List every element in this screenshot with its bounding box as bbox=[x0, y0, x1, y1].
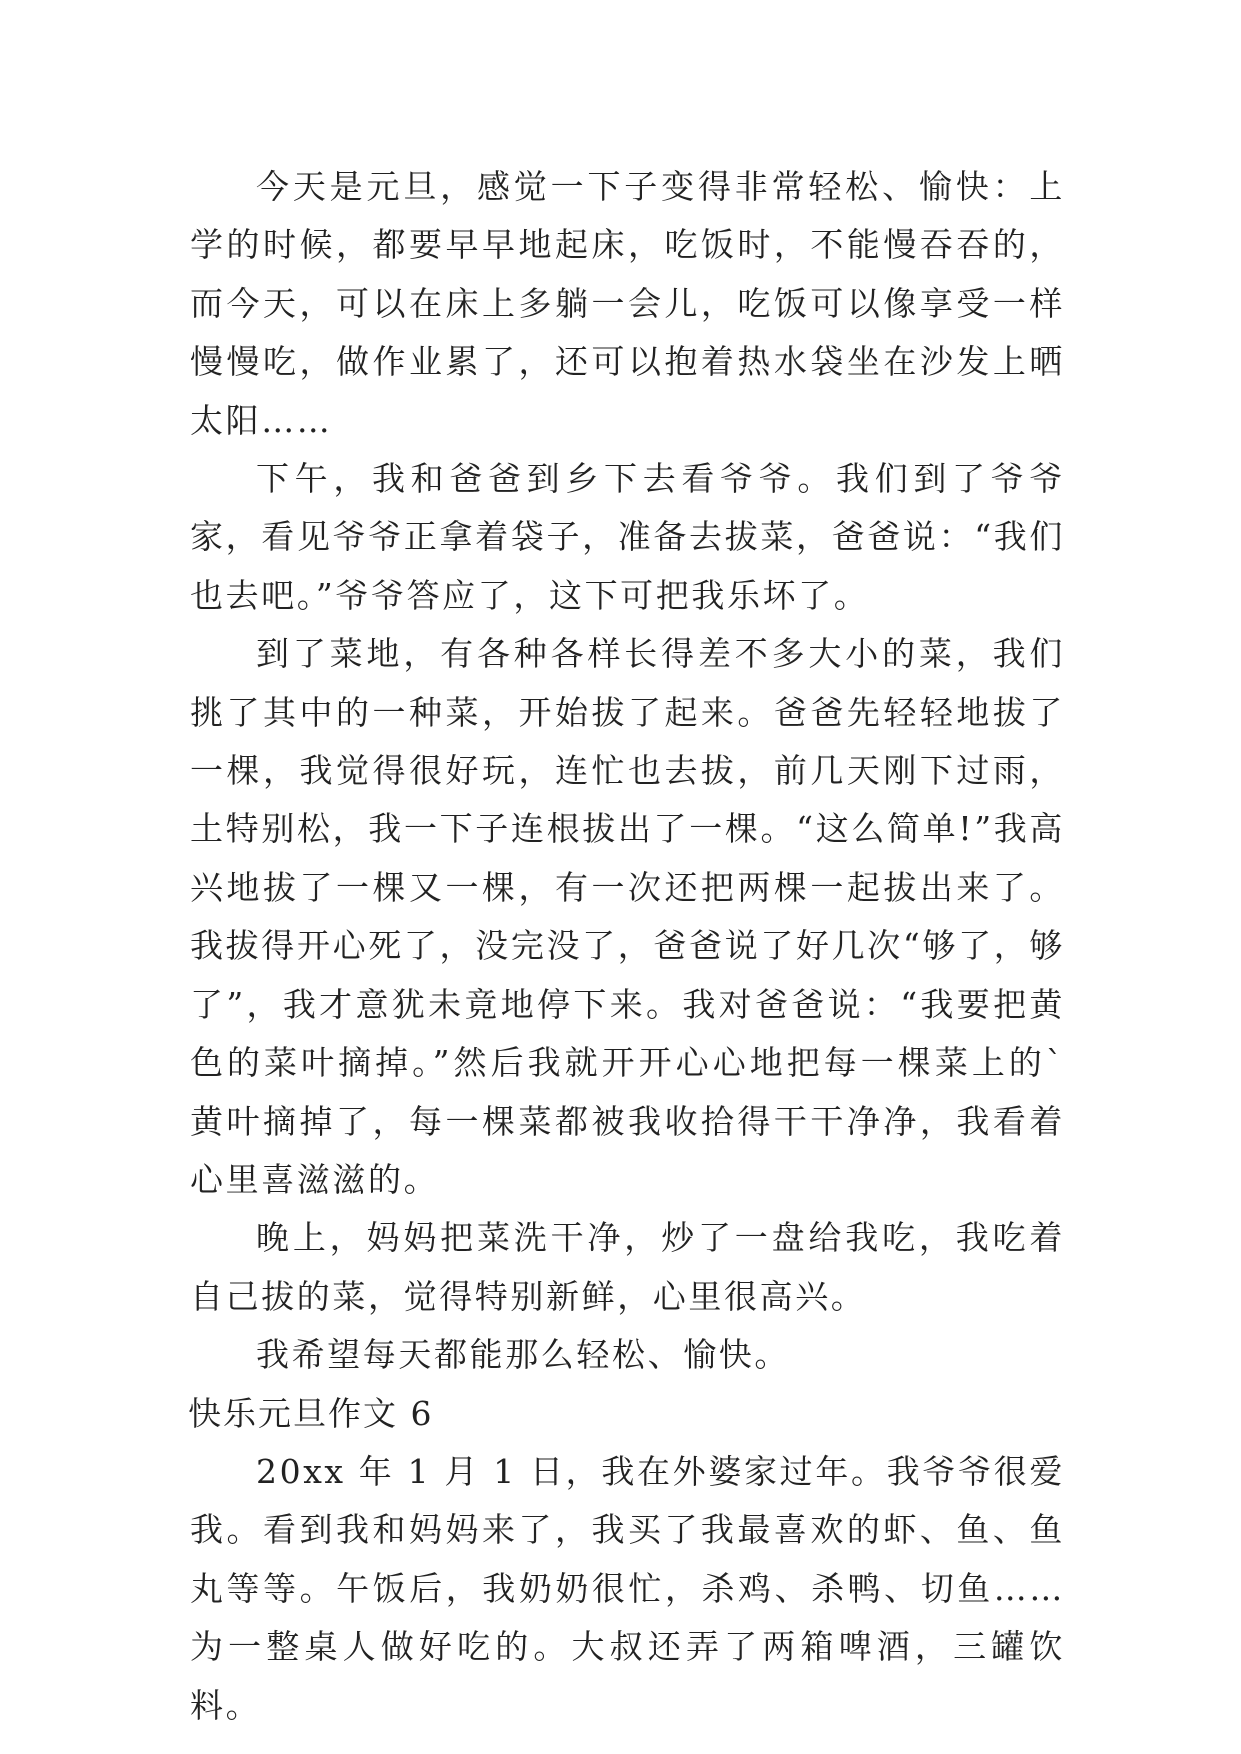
paragraph-grandma-house: 20xx 年 1 月 1 日，我在外婆家过年。我爷爷很爱我。看到我和妈妈来了，我买了我最喜欢的虾、鱼、鱼丸等等。午饭后，我奶奶很忙，杀鸡、杀鸭、切鱼……为一整桌人做好吃的。大叔还弄了两箱啤酒，三罐饮料。 bbox=[190, 1451, 1065, 1725]
paragraph-vegetable-field: 到了菜地，有各种各样长得差不多大小的菜，我们挑了其中的一种菜，开始拔了起来。爸爸先轻轻地拔了一棵，我觉得很好玩，连忙也去拔，前几天刚下过雨，土特别松，我一下子连根拔出了一棵。“这么简单!”我高兴地拔了一棵又一棵，有一次还把两棵一起拔出来了。我拔得开心死了，没完没了，爸爸说了好几次“够了，够了”，我才意犹未竟地停下来。我对爸爸说：“我要把黄色的菜叶摘掉。”然后我就开开心心地把每一棵菜上的`黄叶摘掉了，每一棵菜都被我收拾得干干净净，我看着心里喜滋滋的。 bbox=[190, 634, 1065, 1199]
paragraph-evening: 晚上，妈妈把菜洗干净，炒了一盘给我吃，我吃着自己拔的菜，觉得特别新鲜，心里很高兴。 bbox=[190, 1218, 1065, 1316]
paragraph-visit-grandpa: 下午，我和爸爸到乡下去看爷爷。我们到了爷爷家，看见爷爷正拿着袋子，准备去拔菜，爸爸说：“我们也去吧。”爷爷答应了，这下可把我乐坏了。 bbox=[190, 459, 1065, 615]
paragraph-new-year-morning: 今天是元旦，感觉一下子变得非常轻松、愉快：上学的时候，都要早早地起床，吃饭时，不能慢吞吞的，而今天，可以在床上多躺一会儿，吃饭可以像享受一样慢慢吃，做作业累了，还可以抱着热水袋坐在沙发上晒太阳…… bbox=[190, 167, 1065, 440]
document-page bbox=[190, 158, 1065, 1735]
paragraph-wish: 我希望每天都能那么轻松、愉快。 bbox=[256, 1335, 790, 1375]
section-heading: 快乐元旦作文 6 bbox=[188, 1393, 434, 1433]
